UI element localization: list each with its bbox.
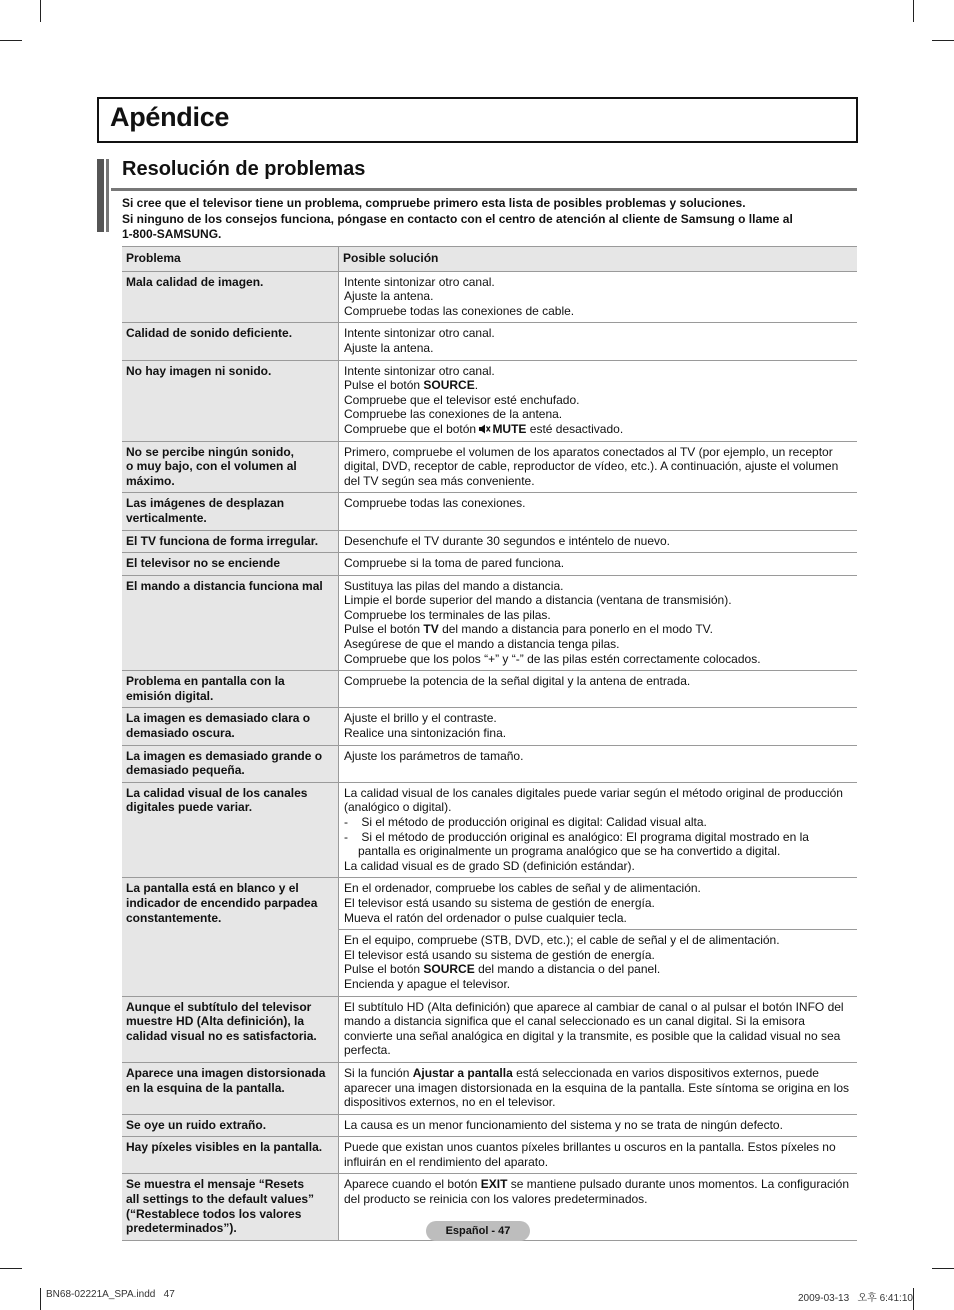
problem-cell [122,1137,339,1174]
table-row [122,530,857,553]
problem-line: Mala calidad de imagen. [126,274,264,289]
problem-line: emisión digital. [126,688,214,703]
problem-line: Aparece una imagen distorsionada [126,1065,326,1080]
button-name: MUTE [492,421,527,436]
problem-cell [122,323,339,360]
solution-cell [339,671,858,708]
problem-line: muestre HD (Alta definición), la [126,1014,305,1029]
problem-cell [122,671,339,708]
problem-line: demasiado oscura. [126,726,235,741]
table-header-row [122,247,857,272]
problem-line: Se muestra el mensaje “Resets [126,1177,305,1192]
problem-line: máximo. [126,473,175,488]
problem-line: Hay píxeles visibles en la pantalla. [126,1140,323,1155]
solution-text: del mando a distancia para ponerlo en el modo TV. [438,622,713,637]
table-row [122,575,857,671]
solution-cell [339,1114,858,1137]
solution-cell [339,878,858,930]
print-stamp: 2009-03-13 오후 6:41:10 [798,1293,913,1304]
problem-line: Se oye un ruido extraño. [126,1117,267,1132]
solution-bullet: - Si el método de producción original es digital: Calidad visual alta. [344,815,707,829]
solution-cell [339,1062,858,1114]
table-row [122,708,857,745]
intro-line: Si ninguno de los consejos funciona, póngase en contacto con el centro de atención al cliente de Samsung o llame al [122,211,793,226]
problem-line: La imagen es demasiado grande o [126,748,323,763]
table-row [122,782,857,878]
crop-mark [40,1288,41,1310]
button-name: SOURCE [423,378,475,393]
solution-line [344,622,853,637]
table-row [122,1137,857,1174]
solution-line: Compruebe todas las conexiones. [344,496,526,511]
solution-line: Ajuste el brillo y el contraste. [344,711,497,726]
button-name: TV [423,622,439,637]
solution-line: Compruebe las conexiones de la antena. [344,407,563,422]
table-row [122,441,857,493]
problem-line: calidad visual no es satisfactoria. [126,1028,317,1043]
crop-mark [932,40,954,41]
solution-line: Intente sintonizar otro canal. [344,363,495,378]
solution-cell [339,553,858,576]
solution-line: Compruebe todas las conexiones de cable. [344,303,575,318]
problem-line: Problema en pantalla con la [126,674,285,689]
problem-line: No se percibe ningún sonido, [126,444,295,459]
problem-line: o muy bajo, con el volumen al [126,459,297,474]
solution-cell [339,575,858,671]
solution-text: Pulse el botón [344,622,424,637]
button-name: EXIT [480,1177,508,1192]
problem-line: Aunque el subtítulo del televisor [126,999,312,1014]
column-header-problem: Problema [122,247,339,272]
solution-line: El televisor está usando su sistema de gestión de energía. [344,947,655,962]
solution-text: Si la función [344,1065,413,1080]
problem-cell [122,1114,339,1137]
solution-text: del mando a distancia o del panel. [474,962,661,977]
solution-text: Aparece cuando el botón [344,1177,481,1192]
solution-line: Puede que existan unos cuantos píxeles brillantes u oscuros en la pantalla. Estos píxeles no influirán en el rendimiento del aparato. [344,1140,836,1169]
section-divider [111,188,857,191]
table-row [122,323,857,360]
solution-cell [339,1174,858,1240]
problem-cell [122,745,339,782]
crop-mark [913,0,914,22]
solution-cell [339,323,858,360]
solution-line: Compruebe si la toma de pared funciona. [344,556,565,571]
problem-cell [122,493,339,530]
solution-text: Compruebe que el botón [344,421,480,436]
problem-cell [122,553,339,576]
solution-cell [339,745,858,782]
mute-icon [479,424,491,434]
solution-cell [339,930,858,996]
solution-line: Asegúrese de que el mando a distancia tenga pilas. [344,637,620,652]
solution-line: El subtítulo HD (Alta definición) que aparece al cambiar de canal o al pulsar el botón INFO del mando a distancia significa que el canal seleccionado es un canal digital. Si la emisora convierte una señal analógica en digital y la transmite, es posible que la calidad visual no sea perfecta. [344,999,844,1058]
solution-text: Pulse el botón [344,378,424,393]
table-row [122,745,857,782]
solution-line: En el ordenador, compruebe los cables de señal y de alimentación. [344,881,701,896]
section-marker-bar [97,159,104,232]
solution-line: Sustituya las pilas del mando a distancia. [344,578,564,593]
problem-cell [122,878,339,996]
table-body [122,271,857,1240]
solution-line: Ajuste la antena. [344,340,434,355]
solution-text: Si el método de producción original es analógico: El programa digital mostrado en la pantalla es originalmente un programa analógico que se ha convertido a digital. [358,829,809,859]
section-marker-bar [106,159,109,232]
solution-line [344,1066,853,1110]
solution-cell [339,996,858,1062]
intro-text [122,196,842,243]
solution-line: Compruebe los terminales de las pilas. [344,607,551,622]
table-row [122,671,857,708]
crop-mark [913,1288,914,1310]
problem-cell [122,271,339,323]
solution-line: Realice una sintonización fina. [344,726,507,741]
problem-line: Calidad de sonido deficiente. [126,326,293,341]
crop-mark [0,1268,22,1269]
solution-cell [339,530,858,553]
file-info: BN68-02221A_SPA.indd 47 [46,1289,175,1300]
problem-line: predeterminados”). [126,1221,237,1236]
problem-line: La imagen es demasiado clara o [126,711,311,726]
problem-cell [122,530,339,553]
troubleshooting-table [122,246,857,1241]
column-header-solution: Posible solución [339,247,858,272]
solution-line: Ajuste la antena. [344,289,434,304]
chapter-title: Apéndice [110,102,230,132]
problem-cell [122,708,339,745]
problem-cell [122,575,339,671]
solution-text: Si el método de producción original es digital: Calidad visual alta. [361,815,707,829]
problem-cell [122,441,339,493]
solution-bullet: - Si el método de producción original es analógico: El programa digital mostrado en la pantalla es originalmente un programa analógico que se ha convertido a digital. [344,829,809,859]
crop-mark [0,40,22,41]
button-name: Ajustar a pantalla [412,1065,513,1080]
chapter-header [97,97,858,143]
solution-line: La calidad visual es de grado SD (definición estándar). [344,858,635,873]
solution-line: Compruebe que el televisor esté enchufado. [344,392,580,407]
problem-line: (“Restablece todos los valores [126,1206,302,1221]
table-row [122,271,857,323]
solution-text: está seleccionada en varios dispositivos externos, puede aparecer una imagen distorsionada en la esquina de la pantalla. Este síntoma se origina en los dispositivos externos, no en el televisor. [344,1065,849,1110]
solution-text: . [474,378,479,393]
table-row [122,493,857,530]
solution-cell [339,493,858,530]
problem-line: demasiado pequeña. [126,763,245,778]
problem-cell [122,1062,339,1114]
table-row [122,1114,857,1137]
problem-cell [122,360,339,441]
problem-line: El televisor no se enciende [126,556,281,571]
problem-line: en la esquina de la pantalla. [126,1080,285,1095]
crop-mark [40,0,41,22]
button-name: SOURCE [423,962,475,977]
crop-mark [932,1268,954,1269]
solution-line: Mueva el ratón del ordenador o pulse cualquier tecla. [344,910,627,925]
problem-line: Las imágenes de desplazan [126,496,285,511]
solution-line: Intente sintonizar otro canal. [344,326,495,341]
table-row [122,878,857,930]
problem-line: digitales puede variar. [126,800,253,815]
solution-cell [339,441,858,493]
problem-line: all settings to the default values” [126,1192,315,1207]
solution-cell [339,360,858,441]
solution-line [344,422,853,437]
page-number-badge: Español - 47 [426,1221,530,1241]
solution-cell [339,782,858,878]
solution-line: La causa es un menor funcionamiento del sistema y no se trata de ningún defecto. [344,1117,783,1132]
problem-cell [122,782,339,878]
table-row [122,360,857,441]
section-title: Resolución de problemas [122,158,366,180]
problem-line: El TV funciona de forma irregular. [126,533,319,548]
solution-line: Desenchufe el TV durante 30 segundos e inténtelo de nuevo. [344,533,671,548]
solution-cell [339,271,858,323]
solution-cell [339,708,858,745]
problem-line: constantemente. [126,910,222,925]
problem-line: La pantalla está en blanco y el [126,881,299,896]
problem-line: verticalmente. [126,510,207,525]
solution-text: se mantiene pulsado durante unos momentos. La configuración del producto se reinicia con los valores predeterminados. [344,1177,850,1207]
solution-line [344,962,853,977]
solution-line: En el equipo, compruebe (STB, DVD, etc.); el cable de señal y el de alimentación. [344,933,780,948]
table-row [122,996,857,1062]
solution-line: Intente sintonizar otro canal. [344,274,495,289]
problem-cell [122,996,339,1062]
intro-line: Si cree que el televisor tiene un problema, compruebe primero esta lista de posibles problemas y soluciones. [122,196,746,210]
solution-line [344,1177,853,1206]
section-marker [97,159,111,232]
problem-line: El mando a distancia funciona mal [126,578,323,593]
solution-cell [339,1137,858,1174]
table-row [122,553,857,576]
problem-cell [122,1174,339,1240]
solution-line: La calidad visual de los canales digitales puede variar según el método original de producción (analógico o digital). [344,785,843,815]
solution-line: Limpie el borde superior del mando a distancia (ventana de transmisión). [344,593,732,608]
problem-line: No hay imagen ni sonido. [126,363,272,378]
solution-line: Primero, compruebe el volumen de los aparatos conectados al TV (por ejemplo, un receptor digital, DVD, receptor de cable, reproductor de vídeo, etc.). A continuación, ajuste el volumen del TV según sea más conveniente. [344,444,839,488]
intro-line: 1-800-SAMSUNG. [122,227,222,241]
solution-line: Compruebe la potencia de la señal digital y la antena de entrada. [344,674,691,689]
table-row [122,1062,857,1114]
problem-line: La calidad visual de los canales [126,785,308,800]
solution-line: Compruebe que los polos “+” y “-” de las pilas estén correctamente colocados. [344,651,761,666]
solution-text: esté desactivado. [526,421,624,436]
solution-text: Pulse el botón [344,962,424,977]
solution-line [344,378,853,393]
problem-line: indicador de encendido parpadea [126,895,318,910]
solution-line: Ajuste los parámetros de tamaño. [344,748,524,763]
solution-line: El televisor está usando su sistema de gestión de energía. [344,895,655,910]
solution-line: Encienda y apague el televisor. [344,976,511,991]
